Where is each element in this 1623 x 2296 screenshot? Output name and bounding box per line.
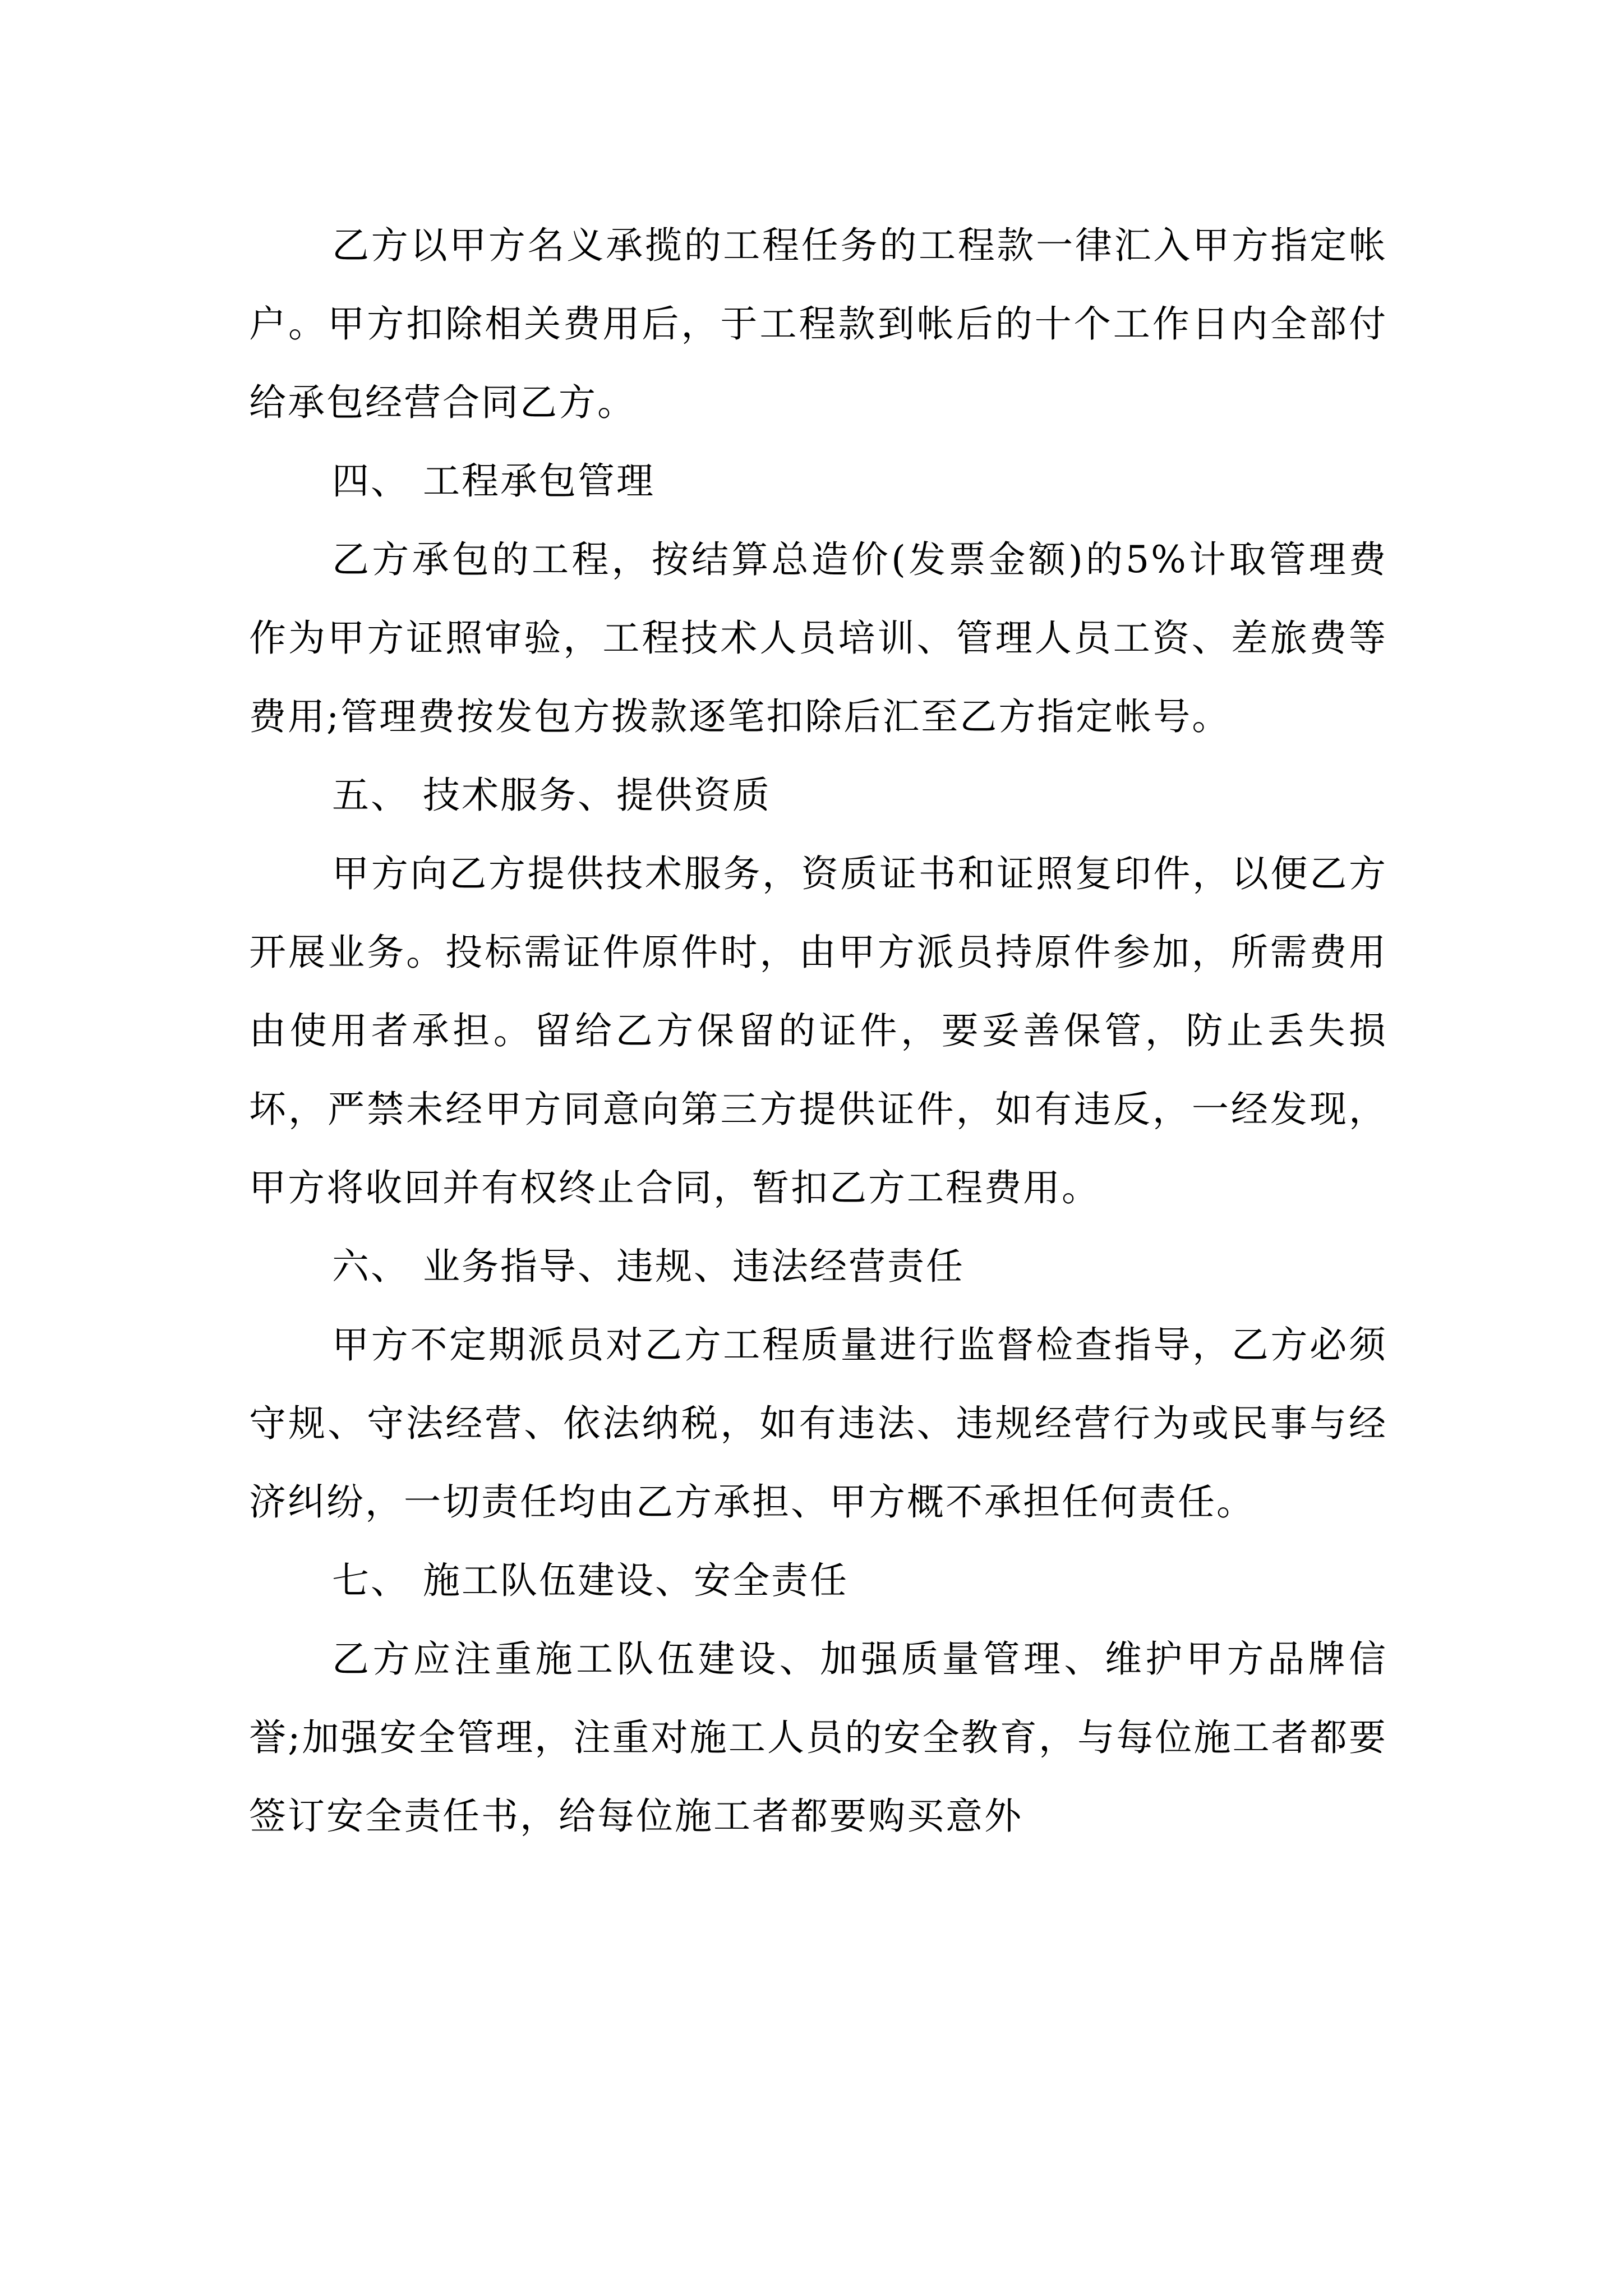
section-heading-6: 六、 业务指导、违规、违法经营责任	[332, 1245, 965, 1288]
section-heading-5: 五、 技术服务、提供资质	[332, 774, 771, 817]
paragraph-compliance: 甲方不定期派员对乙方工程质量进行监督检查指导，乙方必须守规、守法经营、依法纳税，如有违法、违规经营行为或民事与经济纠纷，一切责任均由乙方承担、甲方概不承担任何责任。	[249, 1323, 1387, 1524]
section-heading-4: 四、 工程承包管理	[332, 459, 655, 503]
paragraph-management-fee: 乙方承包的工程，按结算总造价(发票金额)的5%计取管理费作为甲方证照审验，工程技术人员培训、管理人员工资、差旅费等费用;管理费按发包方拨款逐笔扣除后汇至乙方指定帐号。	[249, 538, 1387, 738]
paragraph-safety: 乙方应注重施工队伍建设、加强质量管理、维护甲方品牌信誉;加强安全管理，注重对施工人员的安全教育，与每位施工者都要签订安全责任书，给每位施工者都要购买意外	[249, 1637, 1387, 1838]
document-body	[249, 206, 1387, 1856]
paragraph-technical-service: 甲方向乙方提供技术服务，资质证书和证照复印件，以便乙方开展业务。投标需证件原件时，由甲方派员持原件参加，所需费用由使用者承担。留给乙方保留的证件，要妥善保管，防止丢失损坏，严禁未经甲方同意向第三方提供证件，如有违反，一经发现，甲方将收回并有权终止合同，暂扣乙方工程费用。	[249, 852, 1387, 1209]
paragraph-payment: 乙方以甲方名义承揽的工程任务的工程款一律汇入甲方指定帐户。甲方扣除相关费用后，于工程款到帐后的十个工作日内全部付给承包经营合同乙方。	[249, 224, 1387, 424]
section-heading-7: 七、 施工队伍建设、安全责任	[332, 1559, 849, 1602]
